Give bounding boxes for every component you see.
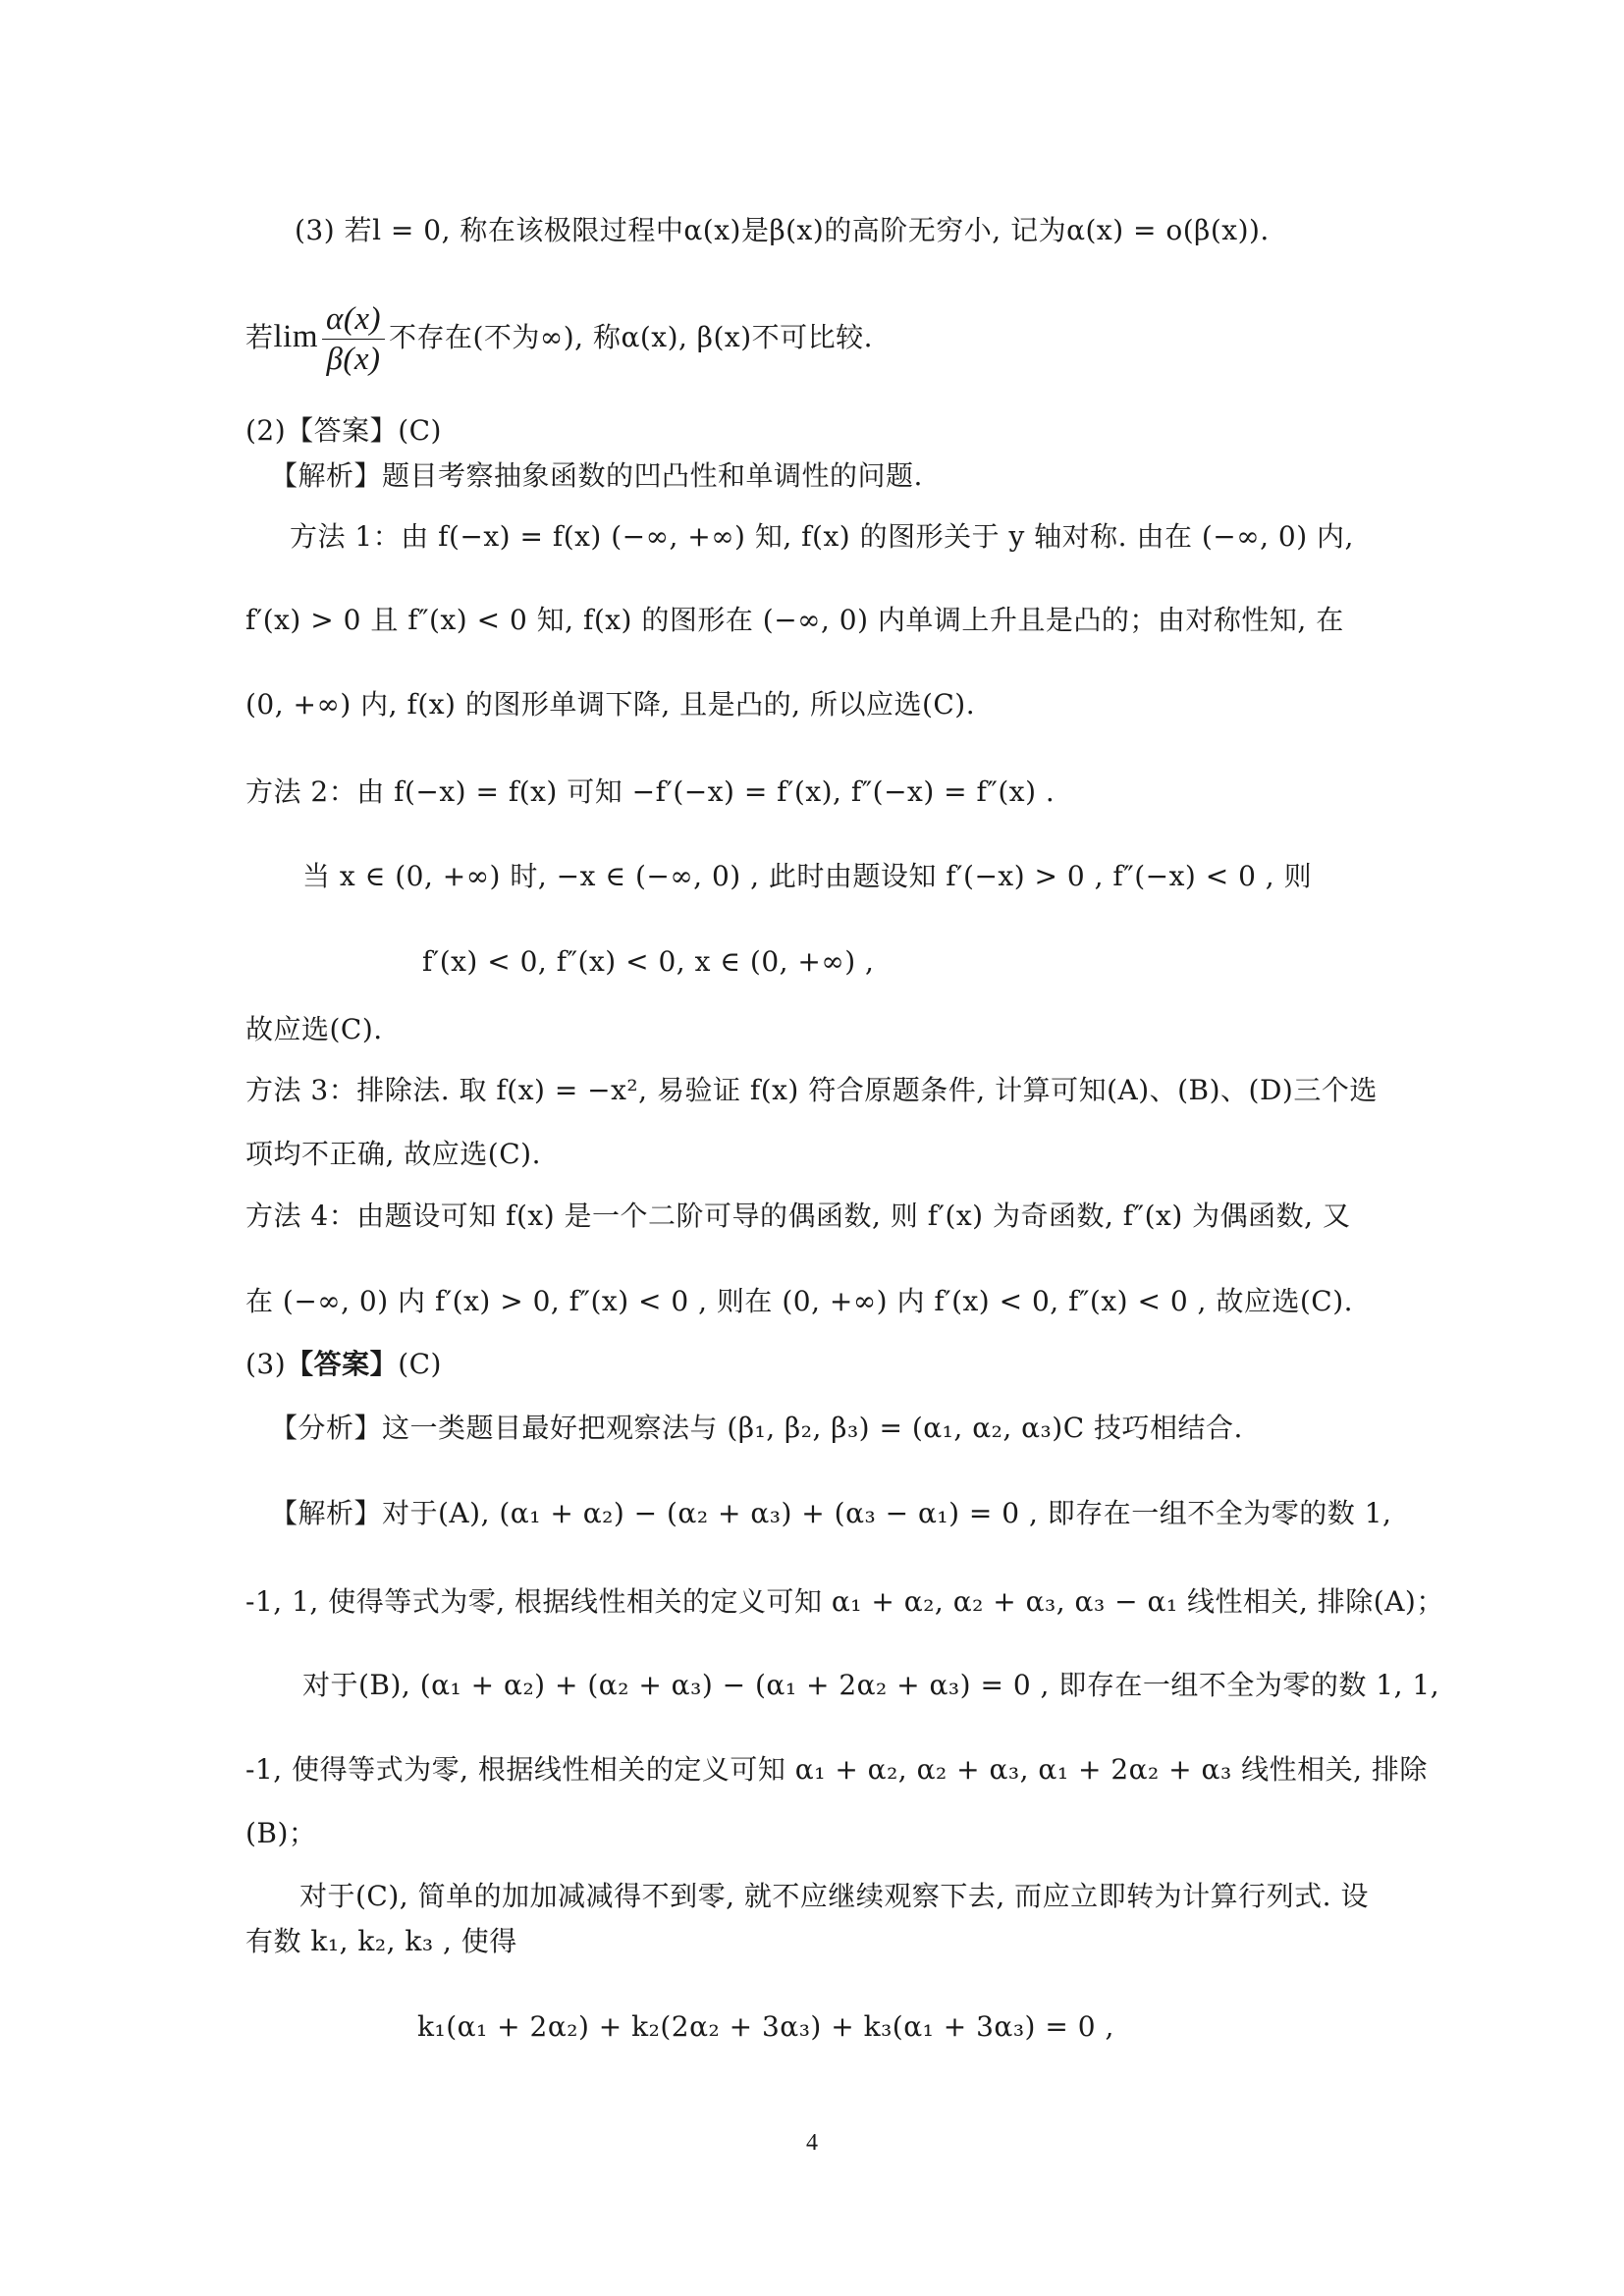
option-c-equation-line: k₁(α₁ + 2α₂) + k₂(2α₂ + 3α₃) + k₃(α₁ + 3α₃) = 0 , [417, 2010, 1114, 2043]
page-number: 4 [806, 2130, 818, 2156]
answer-3-tag: 【答案】 [286, 1348, 399, 1380]
answer-2-tag: 【答案】 [286, 414, 399, 447]
method-1-line-b: f′(x) > 0 且 f″(x) < 0 知, f(x) 的图形在 (−∞, 0) 内单调上升且是凸的；由对称性知, 在 [245, 604, 1344, 636]
method-3-line-b: 项均不正确, 故应选(C). [245, 1138, 541, 1170]
option-b-line-c: (B)； [245, 1817, 317, 1849]
incomparable-lead: 若 [245, 321, 274, 353]
lim-operator: lim [273, 319, 319, 354]
answer-2-value: (C) [398, 414, 442, 447]
method-2-line: 方法 2：由 f(−x) = f(x) 可知 −f′(−x) = f′(x), f″(−x) = f″(x) . [245, 775, 1056, 808]
option-b-line-b: -1, 使得等式为零, 根据线性相关的定义可知 α₁ + α₂, α₂ + α₃, α₁ + 2α₂ + α₃ 线性相关, 排除 [245, 1753, 1428, 1786]
method-4-line-a: 方法 4：由题设可知 f(x) 是一个二阶可导的偶函数, 则 f′(x) 为奇函数, f″(x) 为偶函数, 又 [245, 1200, 1351, 1232]
incomparable-line [245, 299, 873, 379]
method-3-line-a: 方法 3：排除法. 取 f(x) = −x², 易验证 f(x) 符合原题条件, 计算可知(A)、(B)、(D)三个选 [245, 1074, 1378, 1106]
fraction-numerator: α(x) [322, 299, 385, 340]
option-b-line-a: 对于(B), (α₁ + α₂) + (α₂ + α₃) − (α₁ + 2α₂ + α₃) = 0 , 即存在一组不全为零的数 1, 1, [302, 1669, 1440, 1701]
answer-2-line [245, 411, 442, 451]
method-2-result-line: f′(x) < 0, f″(x) < 0, x ∈ (0, +∞) , [422, 945, 875, 978]
answer-3-number: (3) [245, 1348, 287, 1380]
answer-3-value: (C) [398, 1348, 442, 1380]
method-1-line-c: (0, +∞) 内, f(x) 的图形单调下降, 且是凸的, 所以应选(C). [245, 688, 976, 721]
option-c-line-b: 有数 k₁, k₂, k₃ , 使得 [245, 1925, 517, 1957]
incomparable-rest: 不存在(不为∞), 称α(x), β(x)不可比较. [388, 321, 874, 353]
method-4-line-b: 在 (−∞, 0) 内 f′(x) > 0, f″(x) < 0 , 则在 (0, +∞) 内 f′(x) < 0, f″(x) < 0 , 故应选(C). [245, 1285, 1354, 1317]
ratio-fraction [322, 299, 385, 379]
method-2-conclusion-line: 故应选(C). [245, 1013, 383, 1045]
answer-2-number: (2) [245, 414, 287, 447]
analysis-2-line: 【解析】题目考察抽象函数的凹凸性和单调性的问题. [270, 459, 923, 492]
fraction-denominator: β(x) [326, 342, 381, 377]
item-3-definition-line: (3) 若l = 0, 称在该极限过程中α(x)是β(x)的高阶无穷小, 记为α(x) = o(β(x)). [295, 214, 1270, 246]
method-1-line-a: 方法 1：由 f(−x) = f(x) (−∞, +∞) 知, f(x) 的图形关于 y 轴对称. 由在 (−∞, 0) 内, [290, 520, 1354, 553]
option-c-line-a: 对于(C), 简单的加加减减得不到零, 就不应继续观察下去, 而应立即转为计算行列式. 设 [299, 1880, 1369, 1912]
option-a-line-a: 【解析】对于(A), (α₁ + α₂) − (α₂ + α₃) + (α₃ − α₁) = 0 , 即存在一组不全为零的数 1, [270, 1497, 1392, 1529]
analysis-3-line: 【分析】这一类题目最好把观察法与 (β₁, β₂, β₃) = (α₁, α₂, α₃)C 技巧相结合. [270, 1412, 1243, 1444]
answer-3-line [245, 1345, 442, 1384]
option-a-line-b: -1, 1, 使得等式为零, 根据线性相关的定义可知 α₁ + α₂, α₂ + α₃, α₃ − α₁ 线性相关, 排除(A)； [245, 1585, 1444, 1618]
method-2-derivation-line: 当 x ∈ (0, +∞) 时, −x ∈ (−∞, 0) , 此时由题设知 f′(−x) > 0 , f″(−x) < 0 , 则 [302, 860, 1313, 892]
